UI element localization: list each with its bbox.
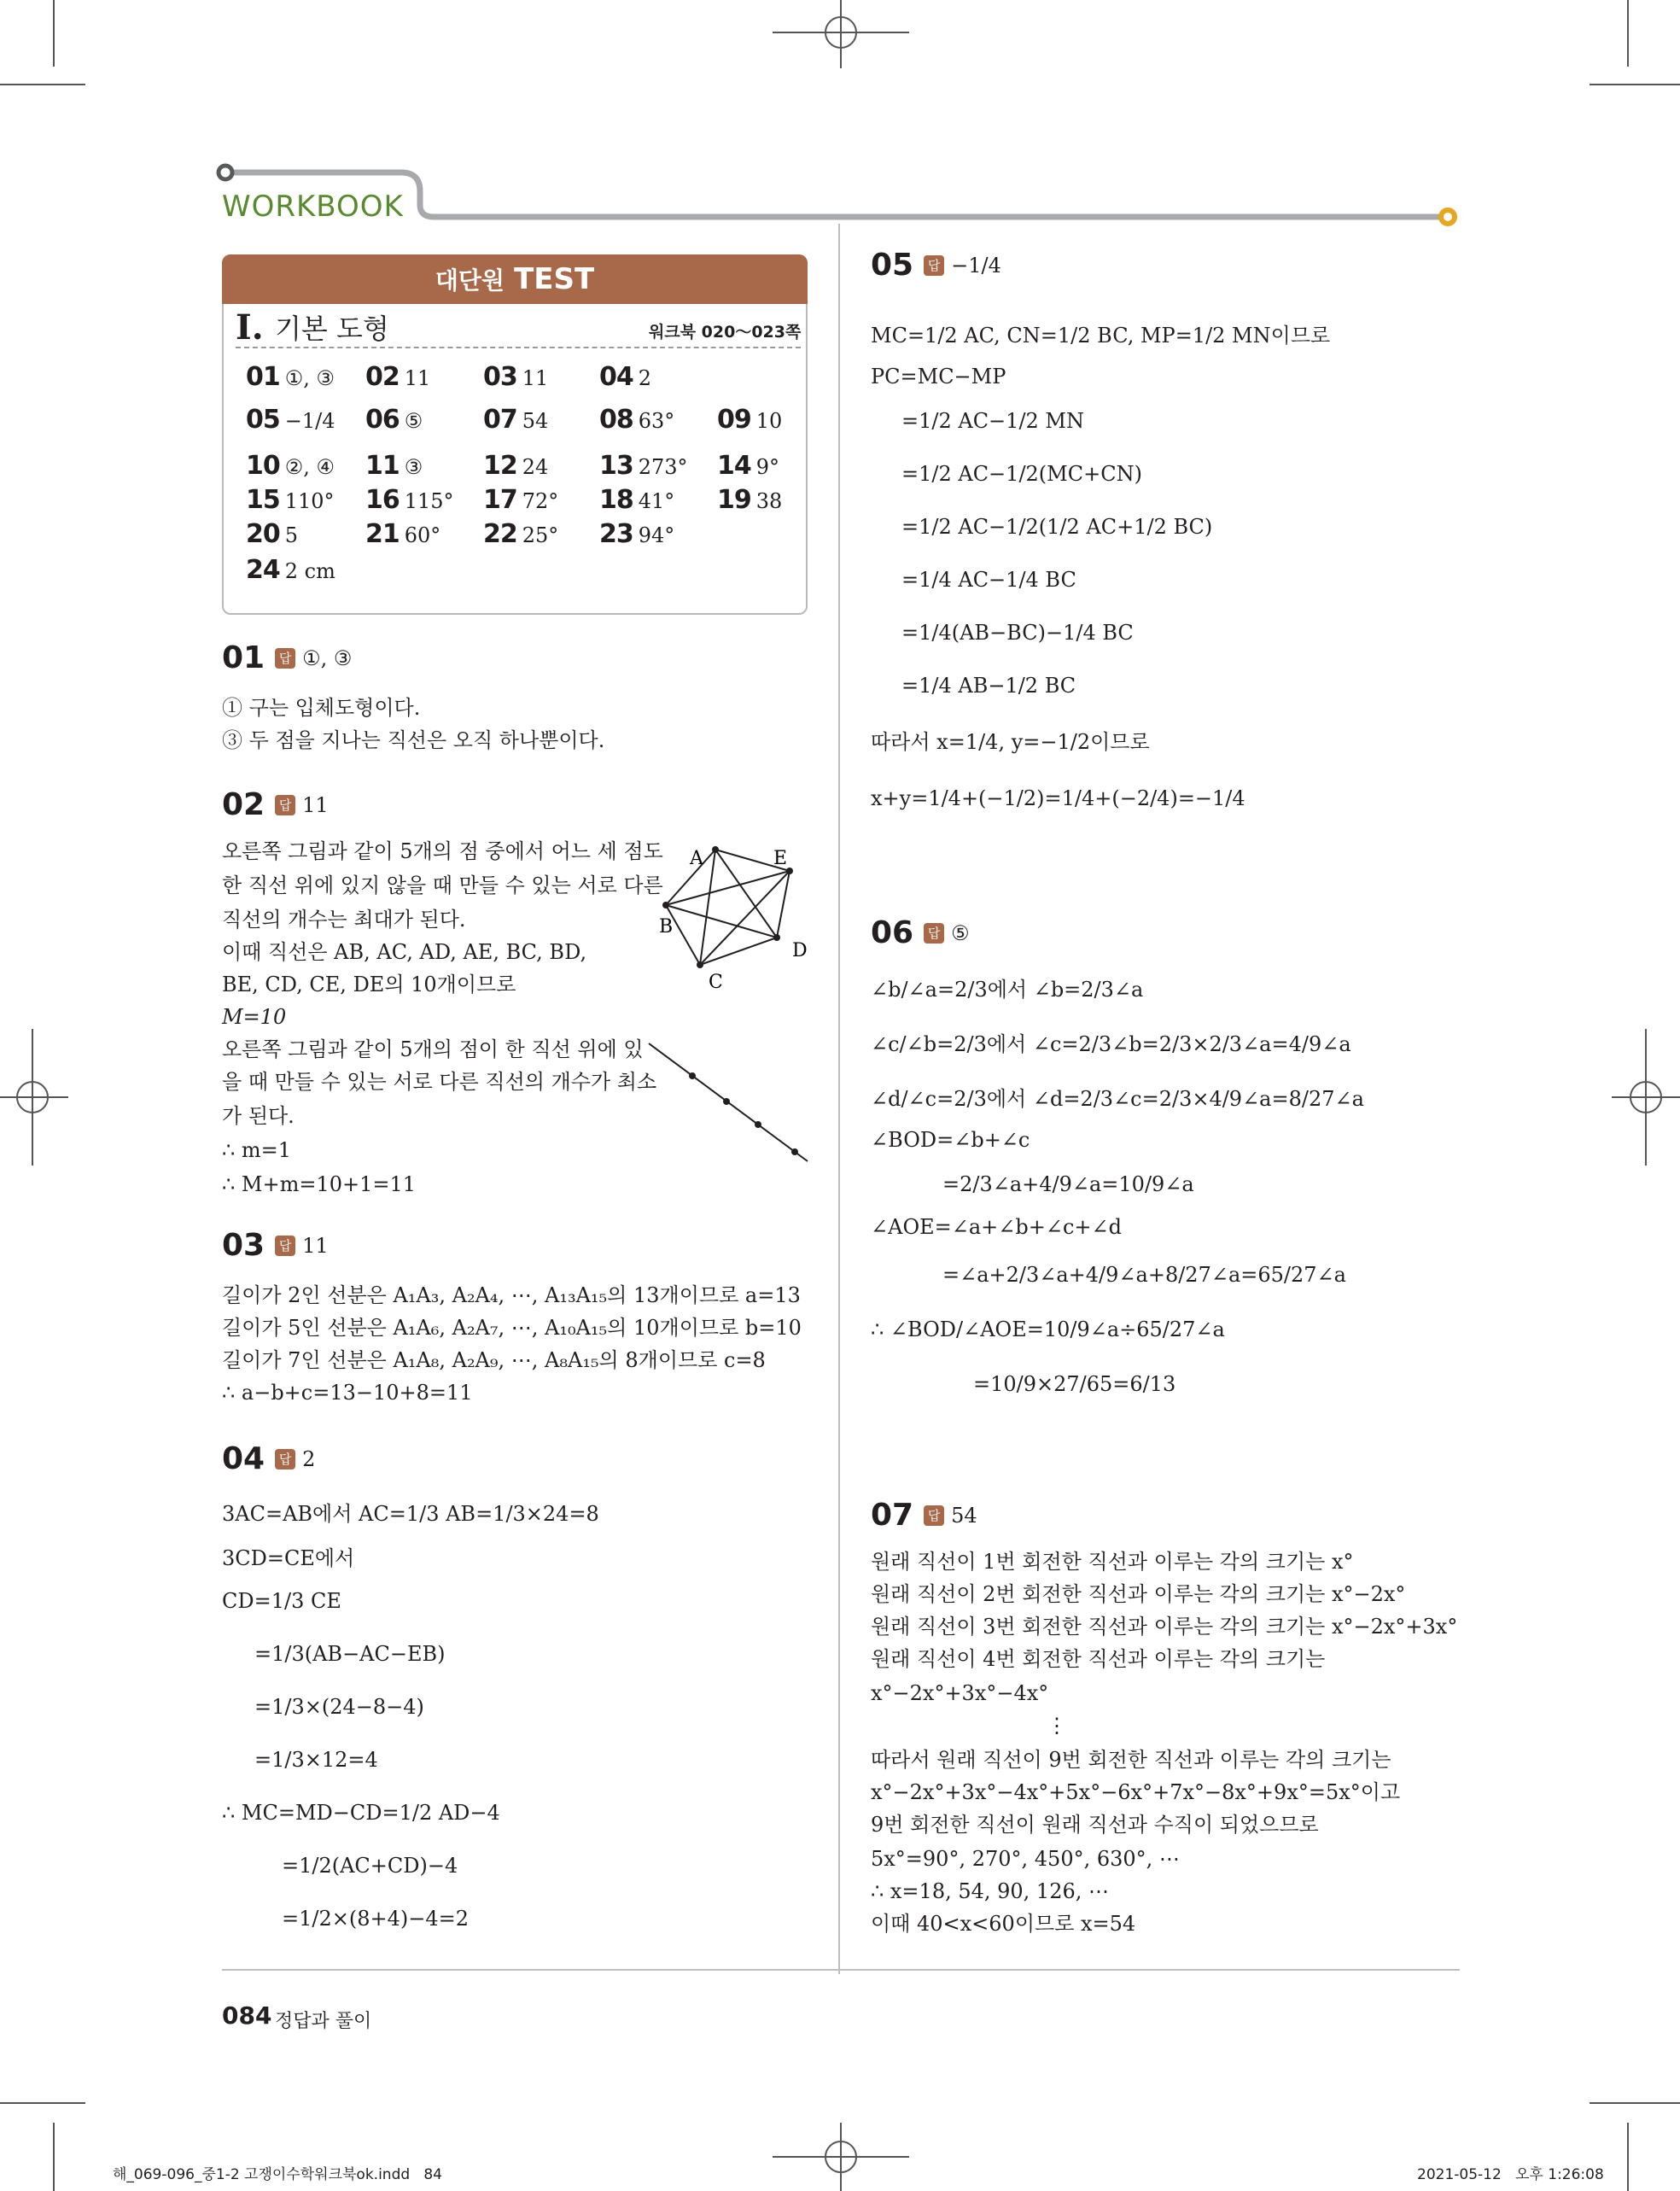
- box-answer: 13 273°: [599, 451, 688, 481]
- answer-badge: 답: [924, 923, 944, 944]
- problem-answer: ①, ③: [302, 646, 353, 670]
- solution-line: x+y=1/4+(−1/2)=1/4+(−2/4)=−1/4: [871, 786, 1245, 810]
- solution-line: 원래 직선이 3번 회전한 직선과 이루는 각의 크기는 x°−2x°+3x°: [871, 1615, 1458, 1639]
- solution-line: =1/3×(24−8−4): [254, 1695, 424, 1719]
- solution-line: x°−2x°+3x°−4x°+5x°−6x°+7x°−8x°+9x°=5x°이고: [871, 1780, 1401, 1804]
- solution-line: ∠c/∠b=2/3에서 ∠c=2/3∠b=2/3×2/3∠a=4/9∠a: [871, 1032, 1351, 1056]
- solution-line: 이때 직선은 AB, AC, AD, AE, BC, BD,: [222, 940, 587, 964]
- registration-mark: [1612, 1025, 1680, 1170]
- solution-line: =2/3∠a+4/9∠a=10/9∠a: [942, 1172, 1194, 1196]
- box-answer: 04 2: [599, 362, 652, 392]
- box-answer: 12 24: [483, 451, 549, 481]
- solution-line: =1/4 AC−1/4 BC: [901, 568, 1076, 592]
- problem-answer: 11: [302, 792, 329, 817]
- box-answer: 21 60°: [365, 519, 441, 549]
- box-answer: 20 5: [246, 519, 299, 549]
- problem-07-head: [871, 1498, 977, 1533]
- crop-mark: [1590, 2102, 1680, 2104]
- solution-line: ∠AOE=∠a+∠b+∠c+∠d: [871, 1215, 1122, 1239]
- solution-line: PC=MC−MP: [871, 365, 1006, 389]
- solution-line: =1/2 AC−1/2(1/2 AC+1/2 BC): [901, 515, 1213, 539]
- box-answer: 05 −1/4: [246, 405, 335, 435]
- solution-line: =∠a+2/3∠a+4/9∠a+8/27∠a=65/27∠a: [942, 1263, 1346, 1287]
- problem-number: 07: [871, 1498, 914, 1533]
- box-answer: 03 11: [483, 362, 549, 392]
- solution-line: 3AC=AB에서 AC=1/3 AB=1/3×24=8: [222, 1502, 599, 1526]
- solution-line: 오른쪽 그림과 같이 5개의 점이 한 직선 위에 있: [222, 1037, 644, 1061]
- registration-mark: [768, 0, 913, 68]
- problem-number: 05: [871, 248, 914, 283]
- registration-mark: [768, 2123, 913, 2191]
- solution-line: 5x°=90°, 270°, 450°, 630°, ⋯: [871, 1847, 1180, 1871]
- solution-line: ③ 두 점을 지나는 직선은 오직 하나뿐이다.: [222, 728, 605, 752]
- solution-line: ⋮: [1047, 1714, 1067, 1738]
- solution-line: =1/2(AC+CD)−4: [282, 1854, 458, 1878]
- solution-line: 을 때 만들 수 있는 서로 다른 직선의 개수가 최소: [222, 1070, 657, 1094]
- point-label: A: [690, 848, 703, 869]
- box-answer: 06 ⑤: [365, 405, 423, 435]
- box-answer: 02 11: [365, 362, 431, 392]
- workbook-brand: WORKBOOK: [222, 190, 404, 224]
- box-answer: 14 9°: [717, 451, 780, 481]
- crop-mark: [1627, 2123, 1629, 2191]
- solution-line: ① 구는 입체도형이다.: [222, 696, 421, 720]
- solution-line: ∴ ∠BOD/∠AOE=10/9∠a÷65/27∠a: [871, 1318, 1225, 1341]
- footer-label: 정답과 풀이: [275, 2011, 372, 2032]
- solution-line: M=10: [222, 1005, 287, 1029]
- crop-mark: [1590, 84, 1680, 85]
- solution-line: ∠d/∠c=2/3에서 ∠d=2/3∠c=2/3×4/9∠a=8/27∠a: [871, 1087, 1364, 1111]
- problem-06-head: [871, 915, 970, 950]
- solution-line: =1/2×(8+4)−4=2: [282, 1907, 469, 1931]
- problem-answer: ⑤: [951, 920, 970, 945]
- solution-line: 3CD=CE에서: [222, 1546, 355, 1570]
- solution-line: 원래 직선이 2번 회전한 직선과 이루는 각의 크기는 x°−2x°: [871, 1582, 1406, 1606]
- solution-line: 길이가 7인 선분은 A₁A₈, A₂A₉, ⋯, A₈A₁₅의 8개이므로 c=8: [222, 1348, 766, 1372]
- solution-line: ∴ x=18, 54, 90, 126, ⋯: [871, 1879, 1109, 1903]
- problem-answer: 11: [302, 1233, 329, 1258]
- box-answer: 18 41°: [599, 485, 675, 515]
- crop-mark: [53, 2123, 55, 2191]
- footer-rule: [222, 1969, 1460, 1971]
- solution-line: 따라서 원래 직선이 9번 회전한 직선과 이루는 각의 크기는: [871, 1748, 1391, 1772]
- solution-line: 오른쪽 그림과 같이 5개의 점 중에서 어느 세 점도: [222, 839, 663, 863]
- problem-answer: 54: [951, 1503, 977, 1528]
- box-divider: [236, 347, 801, 348]
- answer-badge: 답: [275, 648, 295, 669]
- solution-line: 길이가 2인 선분은 A₁A₃, A₂A₄, ⋯, A₁₃A₁₅의 13개이므로 a=13: [222, 1283, 801, 1307]
- page-number: 084: [222, 2001, 272, 2030]
- problem-05-head: [871, 248, 1001, 283]
- solution-line: ∴ m=1: [222, 1138, 292, 1162]
- registration-mark: [0, 1025, 68, 1170]
- point-label: D: [792, 940, 808, 961]
- slug-date: 2021-05-12 오후 1:26:08: [1417, 2166, 1604, 2183]
- box-answer: 19 38: [717, 485, 783, 515]
- chapter-title: 기본 도형: [275, 313, 389, 345]
- box-answer: 07 54: [483, 405, 549, 435]
- crop-mark: [1627, 0, 1629, 67]
- problem-number: 04: [222, 1441, 265, 1476]
- slug-file: 해_069-096_중1-2 고쟁이수학워크북ok.indd 84: [113, 2166, 442, 2183]
- collinear-points-figure: [645, 1033, 816, 1170]
- five-points-figure: [649, 837, 828, 990]
- solution-line: =1/2 AC−1/2(MC+CN): [901, 462, 1142, 486]
- box-answer: 09 10: [717, 405, 783, 435]
- box-answer: 23 94°: [599, 519, 675, 549]
- solution-line: CD=1/3 CE: [222, 1589, 341, 1613]
- solution-line: =1/4(AB−BC)−1/4 BC: [901, 621, 1134, 645]
- problem-number: 01: [222, 640, 265, 675]
- box-answer: 08 63°: [599, 405, 675, 435]
- problem-answer: 2: [302, 1446, 316, 1471]
- solution-line: BE, CD, CE, DE의 10개이므로: [222, 973, 516, 996]
- solution-line: MC=1/2 AC, CN=1/2 BC, MP=1/2 MN이므로: [871, 324, 1331, 348]
- solution-line: x°−2x°+3x°−4x°: [871, 1681, 1049, 1705]
- crop-mark: [0, 84, 85, 85]
- chapter-pages: 워크북 020～023쪽: [649, 323, 802, 342]
- answer-badge: 답: [924, 1505, 944, 1526]
- solution-line: 9번 회전한 직선이 원래 직선과 수직이 되었으므로: [871, 1813, 1319, 1837]
- solution-line: =1/4 AB−1/2 BC: [901, 674, 1076, 698]
- box-answer: 24 2 cm: [246, 555, 335, 585]
- problem-number: 02: [222, 787, 265, 822]
- solution-line: =1/3(AB−AC−EB): [254, 1642, 446, 1666]
- solution-line: 길이가 5인 선분은 A₁A₆, A₂A₇, ⋯, A₁₀A₁₅의 10개이므로 b=10: [222, 1316, 802, 1340]
- solution-line: =10/9×27/65=6/13: [973, 1372, 1176, 1396]
- solution-line: 원래 직선이 4번 회전한 직선과 이루는 각의 크기는: [871, 1647, 1326, 1671]
- problem-01-head: [222, 640, 352, 675]
- box-title-en: TEST: [514, 262, 595, 296]
- box-answer: 01 ①, ③: [246, 362, 335, 392]
- problem-03-head: [222, 1228, 329, 1263]
- solution-line: ∴ MC=MD−CD=1/2 AD−4: [222, 1801, 500, 1825]
- box-answer: 15 110°: [246, 485, 335, 515]
- problem-02-head: [222, 787, 329, 822]
- box-answer: 17 72°: [483, 485, 559, 515]
- solution-line: 따라서 x=1/4, y=−1/2이므로: [871, 730, 1150, 754]
- answer-badge: 답: [924, 255, 944, 276]
- box-answer: 16 115°: [365, 485, 454, 515]
- box-answer: 10 ②, ④: [246, 451, 335, 481]
- crop-mark: [53, 0, 55, 67]
- problem-answer: −1/4: [951, 253, 1001, 278]
- problem-number: 03: [222, 1228, 265, 1263]
- problem-number: 06: [871, 915, 914, 950]
- solution-line: 이때 40<x<60이므로 x=54: [871, 1912, 1136, 1936]
- solution-line: ∠BOD=∠b+∠c: [871, 1128, 1030, 1152]
- answer-badge: 답: [275, 795, 295, 815]
- column-divider: [838, 224, 840, 1974]
- solution-line: =1/3×12=4: [254, 1748, 378, 1772]
- solution-line: 원래 직선이 1번 회전한 직선과 이루는 각의 크기는 x°: [871, 1550, 1354, 1574]
- solution-line: 가 된다.: [222, 1104, 295, 1128]
- solution-line: ∠b/∠a=2/3에서 ∠b=2/3∠a: [871, 978, 1144, 1002]
- point-label: C: [709, 972, 723, 990]
- solution-line: ∴ a−b+c=13−10+8=11: [222, 1381, 473, 1405]
- box-title-ko: 대단원: [435, 266, 505, 295]
- solution-line: 한 직선 위에 있지 않을 때 만들 수 있는 서로 다른: [222, 873, 663, 897]
- answer-badge: 답: [275, 1236, 295, 1256]
- point-label: E: [773, 848, 788, 869]
- solution-line: 직선의 개수는 최대가 된다.: [222, 908, 466, 932]
- chapter-num: I.: [236, 307, 264, 348]
- answer-badge: 답: [275, 1449, 295, 1469]
- box-answer: 22 25°: [483, 519, 559, 549]
- box-answer: 11 ③: [365, 451, 423, 481]
- problem-04-head: [222, 1441, 315, 1476]
- crop-mark: [0, 2102, 85, 2104]
- solution-line: ∴ M+m=10+1=11: [222, 1172, 417, 1196]
- box-header: [222, 254, 808, 304]
- solution-line: =1/2 AC−1/2 MN: [901, 409, 1084, 433]
- point-label: B: [659, 916, 674, 938]
